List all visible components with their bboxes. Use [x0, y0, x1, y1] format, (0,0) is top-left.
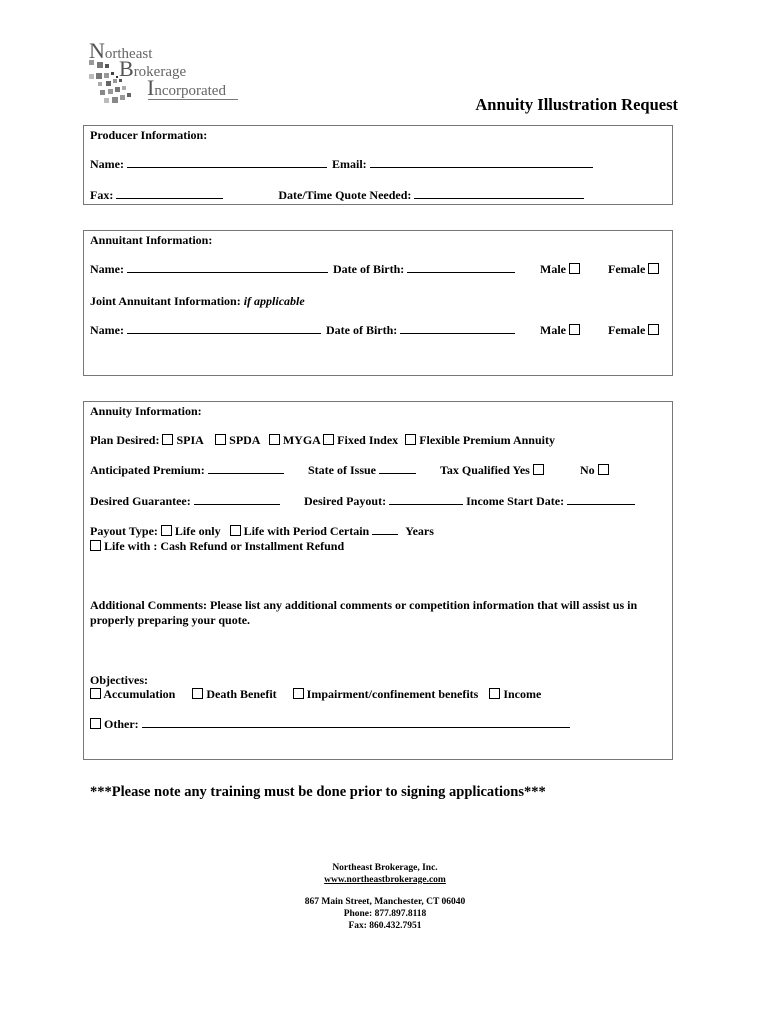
producer-name-label: Name:	[90, 157, 124, 171]
objective-other-checkbox[interactable]	[90, 718, 101, 729]
annuitant-female-checkbox[interactable]	[648, 263, 659, 274]
logo-line-northeast: Northeast	[89, 38, 153, 63]
income-start-label: Income Start Date:	[466, 494, 565, 508]
joint-female-option[interactable]	[608, 323, 659, 338]
state-of-issue-field[interactable]	[379, 463, 416, 474]
plan-spda-label: SPDA	[229, 433, 260, 447]
joint-dob-label: Date of Birth:	[325, 323, 398, 337]
producer-name-row	[90, 157, 593, 172]
premium-row	[90, 463, 284, 478]
annuitant-female-label: Female	[608, 262, 646, 276]
objective-income-label: Income	[503, 687, 542, 701]
producer-fax-field[interactable]	[116, 188, 223, 199]
payout-field[interactable]	[389, 494, 463, 505]
joint-male-checkbox[interactable]	[569, 324, 580, 335]
quote-needed-field[interactable]	[414, 188, 584, 199]
joint-heading-note: if applicable	[243, 294, 305, 308]
annuitant-male-checkbox[interactable]	[569, 263, 580, 274]
plan-fixed-index-checkbox[interactable]	[323, 434, 334, 445]
producer-fax-label: Fax:	[90, 188, 114, 202]
logo-line-brokerage: Brokerage	[119, 56, 187, 81]
objective-death-benefit-label: Death Benefit	[206, 687, 277, 701]
footer-company: Northeast Brokerage, Inc.	[332, 863, 438, 873]
plan-myga-label: MYGA	[282, 433, 321, 447]
tax-no-label: No	[580, 463, 595, 477]
page-title: Annuity Illustration Request	[475, 95, 678, 114]
producer-name-field[interactable]	[127, 157, 327, 168]
life-refund-label: Life with : Cash Refund or Installment Refund	[104, 539, 345, 553]
comments-text-line2: properly preparing your quote.	[90, 613, 251, 627]
footer-website-row	[0, 875, 770, 885]
life-period-checkbox[interactable]	[230, 525, 241, 536]
income-start-field[interactable]	[567, 494, 635, 505]
years-label: Years	[405, 524, 434, 538]
objectives-label: Objectives:	[90, 673, 148, 687]
joint-male-option[interactable]	[540, 323, 580, 338]
joint-name-field[interactable]	[127, 323, 321, 334]
payout-group	[304, 494, 635, 509]
joint-dob-field[interactable]	[400, 323, 515, 334]
plan-spia-label: SPIA	[176, 433, 204, 447]
footer-phone: Phone: 877.897.8118	[343, 909, 427, 919]
objective-impairment-checkbox[interactable]	[293, 688, 304, 699]
logo-underline	[148, 99, 238, 100]
logo-line-incorporated: Incorporated	[147, 75, 226, 100]
tax-yes-label: Yes	[512, 463, 530, 477]
annuitant-dob-field[interactable]	[407, 262, 515, 273]
joint-female-label: Female	[608, 323, 646, 337]
premium-label: Anticipated Premium:	[90, 463, 205, 477]
footer-fax: Fax: 860.432.7951	[348, 921, 422, 931]
other-row	[90, 717, 570, 732]
annuity-heading: Annuity Information:	[90, 404, 202, 418]
annuitant-male-label: Male	[540, 262, 566, 276]
tax-no-group	[580, 463, 609, 478]
plan-desired-row	[90, 433, 555, 448]
payout-label: Desired Payout:	[304, 494, 387, 508]
joint-annuitant-heading	[90, 294, 305, 309]
joint-male-label: Male	[540, 323, 566, 337]
plan-flexible-premium-label: Flexible Premium Annuity	[419, 433, 555, 447]
plan-fixed-index-label: Fixed Index	[337, 433, 399, 447]
premium-field[interactable]	[208, 463, 284, 474]
guarantee-row	[90, 494, 280, 509]
producer-email-field[interactable]	[370, 157, 593, 168]
tax-no-checkbox[interactable]	[598, 464, 609, 475]
footer-address: 867 Main Street, Manchester, CT 06040	[304, 897, 466, 907]
plan-spia-checkbox[interactable]	[162, 434, 173, 445]
plan-spda-checkbox[interactable]	[215, 434, 226, 445]
annuitant-name-row	[90, 262, 515, 277]
guarantee-field[interactable]	[194, 494, 280, 505]
objective-other-label: Other:	[104, 717, 139, 731]
life-only-label: Life only	[174, 524, 221, 538]
objective-death-benefit-checkbox[interactable]	[192, 688, 203, 699]
payout-type-label: Payout Type:	[90, 524, 158, 538]
guarantee-label: Desired Guarantee:	[90, 494, 191, 508]
annuitant-name-field[interactable]	[127, 262, 328, 273]
payout-type-row	[90, 524, 434, 539]
annuity-section	[83, 401, 673, 760]
joint-name-row	[90, 323, 515, 338]
objective-other-field[interactable]	[142, 717, 570, 728]
objective-impairment-label: Impairment/confinement benefits	[306, 687, 479, 701]
joint-heading-label: Joint Annuitant Information:	[90, 294, 241, 308]
period-years-field[interactable]	[372, 524, 398, 535]
objective-accumulation-checkbox[interactable]	[90, 688, 101, 699]
objective-income-checkbox[interactable]	[489, 688, 500, 699]
annuitant-dob-label: Date of Birth:	[332, 262, 405, 276]
training-notice: ***Please note any training must be done prior to signing applications***	[90, 784, 546, 800]
producer-email-label: Email:	[331, 157, 367, 171]
plan-myga-checkbox[interactable]	[269, 434, 280, 445]
life-refund-checkbox[interactable]	[90, 540, 101, 551]
life-refund-row	[90, 539, 344, 554]
tax-qualified-group	[440, 463, 544, 478]
plan-flexible-premium-checkbox[interactable]	[405, 434, 416, 445]
state-of-issue-label: State of Issue	[308, 463, 376, 477]
annuitant-male-option[interactable]	[540, 262, 580, 277]
life-period-label: Life with Period Certain	[243, 524, 370, 538]
plan-desired-label: Plan Desired:	[90, 433, 160, 447]
annuitant-name-label: Name:	[90, 262, 124, 276]
state-of-issue-group	[308, 463, 416, 478]
tax-qualified-label: Tax Qualified	[440, 463, 510, 477]
producer-fax-row	[90, 188, 584, 203]
producer-heading: Producer Information:	[90, 128, 208, 142]
annuitant-female-option[interactable]	[608, 262, 659, 277]
joint-name-label: Name:	[90, 323, 124, 337]
quote-needed-label: Date/Time Quote Needed:	[278, 188, 412, 202]
annuitant-heading: Annuitant Information:	[90, 233, 213, 247]
tax-yes-checkbox[interactable]	[533, 464, 544, 475]
joint-female-checkbox[interactable]	[648, 324, 659, 335]
objectives-row	[90, 687, 541, 702]
life-only-checkbox[interactable]	[161, 525, 172, 536]
footer-website-link[interactable]: www.northeastbrokerage.com	[324, 875, 446, 885]
comments-text: Additional Comments: Please list any additional comments or competition information that will assist us in	[90, 598, 638, 612]
objective-accumulation-label: Accumulation	[103, 687, 176, 701]
